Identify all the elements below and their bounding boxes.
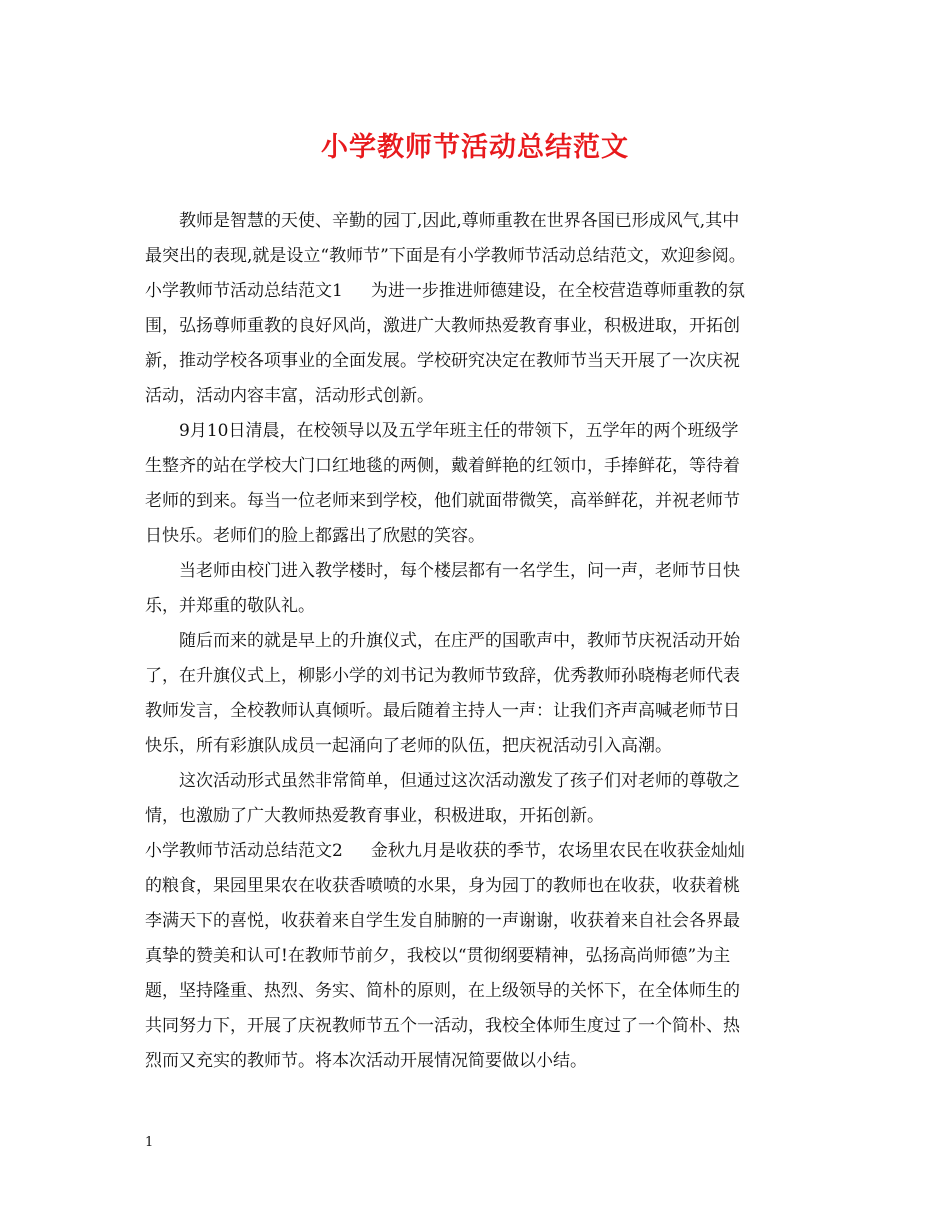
- paragraph-line: 情，也激励了广大教师热爱教育事业，积极进取，开拓创新。: [145, 806, 604, 826]
- paragraph-line: 真挚的赞美和认可!在教师节前夕，我校以“贯彻纲要精神，弘扬高尚师德”为主: [145, 946, 731, 966]
- paragraph-line: 乐，并郑重的敬队礼。: [145, 596, 315, 616]
- paragraph-line: 围，弘扬尊师重教的良好风尚，激进广大教师热爱教育事业，积极进取，开拓创: [145, 316, 740, 336]
- paragraph-line: 老师的到来。每当一位老师来到学校，他们就面带微笑，高举鲜花，并祝老师节: [145, 491, 740, 511]
- paragraph-line: 这次活动形式虽然非常简单，但通过这次活动激发了孩子们对老师的尊敬之: [179, 771, 740, 791]
- paragraph-line: 最突出的表现,就是设立“教师节”下面是有小学教师节活动总结范文，欢迎参阅。: [145, 246, 746, 266]
- paragraph-line: 9月10日清晨，在校领导以及五学年班主任的带领下，五学年的两个班级学: [179, 421, 739, 441]
- paragraph-line: 新，推动学校各项事业的全面发展。学校研究决定在教师节当天开展了一次庆祝: [145, 351, 740, 371]
- paragraph-line: 教师是智慧的天使、辛勤的园丁,因此,尊师重教在世界各国已形成风气,其中: [179, 211, 740, 231]
- paragraph-line: 的粮食，果园里果农在收获香喷喷的水果，身为园丁的教师也在收获，收获着桃: [145, 876, 740, 896]
- document-title: 小学教师节活动总结范文: [321, 132, 629, 163]
- paragraph-line: 共同努力下，开展了庆祝教师节五个一活动，我校全体师生度过了一个简朴、热: [145, 1016, 740, 1036]
- paragraph-text: 金秋九月是收获的季节，农场里农民在收获金灿灿: [370, 841, 745, 861]
- section-heading: 小学教师节活动总结范文2: [145, 841, 343, 861]
- paragraph-line: 教师发言，全校教师认真倾听。最后随着主持人一声：让我们齐声高喊老师节日: [145, 701, 740, 721]
- paragraph-line: 生整齐的站在学校大门口红地毯的两侧，戴着鲜艳的红领巾，手捧鲜花，等待着: [145, 456, 740, 476]
- paragraph-line: 了，在升旗仪式上，柳影小学的刘书记为教师节致辞，优秀教师孙晓梅老师代表: [145, 666, 740, 686]
- document-body: [145, 204, 815, 1079]
- page-number: 1: [145, 1135, 154, 1150]
- paragraph-line: 李满天下的喜悦，收获着来自学生发自肺腑的一声谢谢，收获着来自社会各界最: [145, 911, 740, 931]
- paragraph-line: 随后而来的就是早上的升旗仪式，在庄严的国歌声中，教师节庆祝活动开始: [179, 631, 740, 651]
- paragraph-line: 活动，活动内容丰富，活动形式创新。: [145, 386, 434, 406]
- paragraph-line: 当老师由校门进入教学楼时，每个楼层都有一名学生，问一声，老师节日快: [179, 561, 740, 581]
- paragraph-line: 烈而又充实的教师节。将本次活动开展情况简要做以小结。: [145, 1051, 587, 1071]
- section-heading-line: [145, 274, 815, 309]
- paragraph-line: 快乐，所有彩旗队成员一起涌向了老师的队伍，把庆祝活动引入高潮。: [145, 736, 672, 756]
- section-heading: 小学教师节活动总结范文1: [145, 281, 343, 301]
- paragraph-text: 为进一步推进师德建设，在全校营造尊师重教的氛: [370, 281, 745, 301]
- paragraph-line: 题，坚持隆重、热烈、务实、简朴的原则，在上级领导的关怀下，在全体师生的: [145, 981, 740, 1001]
- paragraph-line: 日快乐。老师们的脸上都露出了欣慰的笑容。: [145, 526, 485, 546]
- section-heading-line: [145, 834, 815, 869]
